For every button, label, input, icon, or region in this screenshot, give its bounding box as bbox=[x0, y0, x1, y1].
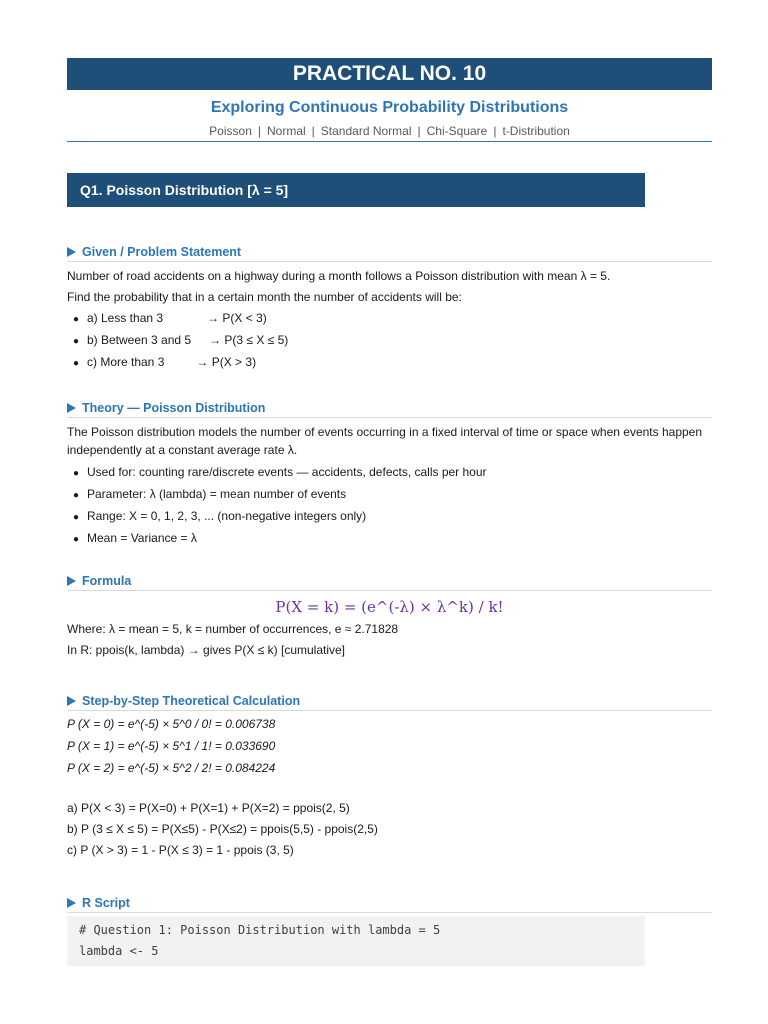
answer-line: b) P (3 ≤ X ≤ 5) = P(X≤5) - P(X≤2) = ppois(5,5) - ppois(2,5) bbox=[67, 822, 378, 836]
list-item-label: Mean = Variance = λ bbox=[87, 531, 197, 545]
topic-item: Normal bbox=[267, 124, 306, 138]
answer-line: c) P (X > 3) = 1 - P(X ≤ 3) = 1 - ppois (3, 5) bbox=[67, 843, 294, 857]
given-section bbox=[67, 244, 712, 374]
section-heading-label: R Script bbox=[82, 896, 130, 910]
triangle-right-icon bbox=[67, 247, 76, 257]
topic-separator: | bbox=[311, 124, 315, 138]
section-heading-label: Step-by-Step Theoretical Calculation bbox=[82, 694, 301, 708]
list-item-label: Range: X = 0, 1, 2, 3, ... (non-negative integers only) bbox=[87, 509, 367, 523]
triangle-right-icon bbox=[67, 696, 76, 706]
formula-where: Where: λ = mean = 5, k = number of occurrences, e ≈ 2.71828 bbox=[67, 622, 399, 636]
calc-line: P (X = 0) = e^(-5) × 5^0 / 0! = 0.006738 bbox=[67, 717, 276, 731]
list-item-expr: → P(X < 3) bbox=[207, 311, 267, 325]
theory-section bbox=[67, 400, 712, 550]
list-item bbox=[67, 308, 712, 330]
triangle-right-icon bbox=[67, 898, 76, 908]
section-heading bbox=[67, 244, 712, 262]
section-heading bbox=[67, 895, 712, 913]
practical-subtitle: Exploring Continuous Probability Distributions bbox=[210, 99, 569, 116]
rscript-section bbox=[67, 895, 712, 966]
steps-section bbox=[67, 693, 712, 861]
list-item-expr: → P(3 ≤ X ≤ 5) bbox=[209, 333, 289, 347]
list-item bbox=[67, 462, 712, 484]
bullet-icon: ● bbox=[73, 534, 80, 545]
topic-separator: | bbox=[417, 124, 421, 138]
topic-list bbox=[67, 124, 712, 138]
list-item-label: c) More than 3 bbox=[87, 355, 165, 369]
list-item bbox=[67, 330, 712, 352]
section-heading bbox=[67, 400, 712, 418]
list-item-expr: → P(X > 3) bbox=[196, 355, 257, 369]
code-block bbox=[67, 916, 645, 966]
list-item bbox=[67, 528, 712, 550]
list-item bbox=[67, 484, 712, 506]
code-line: # Question 1: Poisson Distribution with lambda = 5 bbox=[79, 923, 441, 937]
bullet-icon: ● bbox=[73, 490, 80, 501]
formula-section bbox=[67, 573, 712, 661]
list-item-label: Parameter: λ (lambda) = mean number of events bbox=[87, 487, 347, 501]
triangle-right-icon bbox=[67, 576, 76, 586]
list-item bbox=[67, 352, 712, 374]
calc-line: P (X = 2) = e^(-5) × 5^2 / 2! = 0.084224 bbox=[67, 761, 276, 775]
topic-item: t-Distribution bbox=[502, 124, 570, 138]
formula-equation: P(X = k) = (e^(-λ) × λ^k) / k! bbox=[275, 598, 504, 616]
header-divider bbox=[67, 141, 712, 142]
list-item-label: b) Between 3 and 5 bbox=[87, 333, 192, 347]
bullet-icon: ● bbox=[73, 314, 80, 325]
theory-paragraph: The Poisson distribution models the number of events occurring in a fixed interval of time or space when events happen independently at a constant average rate λ. bbox=[67, 425, 703, 457]
answer-line: a) P(X < 3) = P(X=0) + P(X=1) + P(X=2) = ppois(2, 5) bbox=[67, 801, 350, 815]
list-item-label: a) Less than 3 bbox=[87, 311, 164, 325]
calc-line: P (X = 1) = e^(-5) × 5^1 / 1! = 0.033690 bbox=[67, 739, 276, 753]
section-heading-label: Theory — Poisson Distribution bbox=[82, 401, 266, 415]
topic-separator: | bbox=[257, 124, 261, 138]
section-heading bbox=[67, 693, 712, 711]
topic-separator: | bbox=[493, 124, 497, 138]
bullet-icon: ● bbox=[73, 336, 80, 347]
topic-item: Chi-Square bbox=[426, 124, 488, 138]
list-item bbox=[67, 506, 712, 528]
problem-line: Number of road accidents on a highway during a month follows a Poisson distribution with mean λ = 5. bbox=[67, 269, 611, 283]
topic-item: Poisson bbox=[209, 124, 252, 138]
section-heading-label: Formula bbox=[82, 574, 132, 588]
bullet-icon: ● bbox=[73, 358, 80, 369]
list-item-label: Used for: counting rare/discrete events — accidents, defects, calls per hour bbox=[87, 465, 487, 479]
section-heading bbox=[67, 573, 712, 591]
question-heading: Q1. Poisson Distribution [λ = 5] bbox=[67, 173, 645, 207]
code-line: lambda <- 5 bbox=[79, 944, 159, 958]
topic-item: Standard Normal bbox=[320, 124, 412, 138]
problem-line: Find the probability that in a certain month the number of accidents will be: bbox=[67, 290, 462, 304]
practical-title: PRACTICAL NO. 10 bbox=[67, 58, 712, 90]
formula-in-r: In R: ppois(k, lambda) → gives P(X ≤ k) [cumulative] bbox=[67, 643, 346, 657]
section-heading-label: Given / Problem Statement bbox=[82, 245, 242, 259]
bullet-icon: ● bbox=[73, 468, 80, 479]
triangle-right-icon bbox=[67, 403, 76, 413]
bullet-icon: ● bbox=[73, 512, 80, 523]
